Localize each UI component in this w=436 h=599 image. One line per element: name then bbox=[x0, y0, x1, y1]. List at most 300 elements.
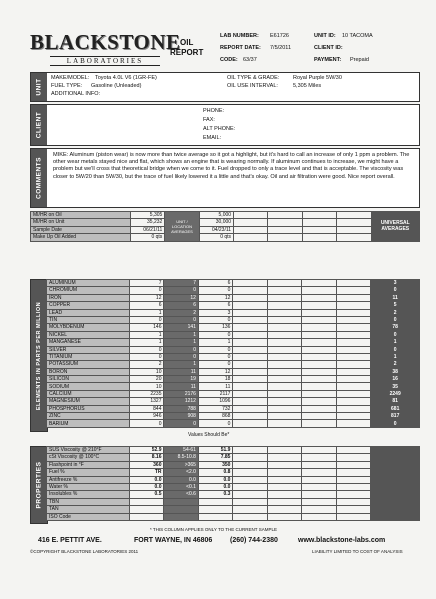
universal-average-blank bbox=[371, 513, 420, 520]
fuel-type-label: FUEL TYPE: bbox=[51, 83, 83, 89]
empty-cell bbox=[336, 324, 370, 331]
universal-average-blank bbox=[371, 454, 420, 461]
sample-row bbox=[31, 234, 420, 241]
element-unit-average: 0 bbox=[164, 316, 198, 323]
element-unit-average: 0 bbox=[164, 346, 198, 353]
element-universal-average: 0 bbox=[371, 420, 420, 427]
empty-cell bbox=[336, 361, 370, 368]
empty-cell bbox=[302, 483, 336, 490]
empty-cell bbox=[302, 405, 336, 412]
element-universal-average: 2249 bbox=[371, 390, 420, 397]
element-unit-average: 788 bbox=[164, 405, 198, 412]
element-universal-average: 16 bbox=[371, 376, 420, 383]
property-row bbox=[47, 491, 420, 498]
sample-row bbox=[31, 226, 420, 233]
element-universal-average: 817 bbox=[371, 413, 420, 420]
empty-cell bbox=[233, 413, 267, 420]
sample-current: 06/21/11 bbox=[130, 226, 164, 233]
property-current: 0.0 bbox=[130, 476, 164, 483]
element-name: NICKEL bbox=[47, 331, 130, 338]
universal-average-blank bbox=[371, 461, 420, 468]
property-previous: 7.85 bbox=[198, 454, 232, 461]
element-row bbox=[47, 368, 420, 375]
footer-website[interactable]: www.blackstone-labs.com bbox=[298, 537, 386, 544]
company-logo bbox=[30, 30, 180, 66]
empty-cell bbox=[336, 491, 370, 498]
alt-phone-label: ALT PHONE: bbox=[203, 126, 236, 132]
element-previous: 2117 bbox=[198, 390, 232, 397]
email-label: EMAIL: bbox=[203, 135, 222, 141]
element-current: 10 bbox=[130, 368, 164, 375]
empty-cell bbox=[336, 405, 370, 412]
property-row bbox=[47, 454, 420, 461]
element-unit-average: 1212 bbox=[164, 398, 198, 405]
universal-average-blank bbox=[371, 476, 420, 483]
element-name: CALCIUM bbox=[47, 390, 130, 397]
empty-cell bbox=[233, 491, 267, 498]
element-row bbox=[47, 398, 420, 405]
empty-cell bbox=[267, 476, 301, 483]
element-name: SODIUM bbox=[47, 383, 130, 390]
empty-cell bbox=[233, 405, 267, 412]
property-previous: 0.0 bbox=[198, 476, 232, 483]
property-should-be: >365 bbox=[164, 461, 198, 468]
element-row bbox=[47, 339, 420, 346]
code-label: CODE: bbox=[220, 57, 238, 63]
property-should-be: 8.5-10.8 bbox=[164, 454, 198, 461]
element-previous: 6 bbox=[198, 280, 232, 287]
element-row bbox=[47, 287, 420, 294]
empty-cell bbox=[267, 454, 301, 461]
element-current: 7 bbox=[130, 280, 164, 287]
element-previous: 0 bbox=[198, 316, 232, 323]
empty-cell bbox=[302, 498, 336, 505]
report-title bbox=[170, 38, 203, 58]
element-previous: 6 bbox=[198, 302, 232, 309]
company-name: BLACKSTONE bbox=[30, 30, 181, 54]
empty-cell bbox=[336, 353, 370, 360]
empty-cell bbox=[336, 506, 370, 513]
element-unit-average: 1 bbox=[164, 361, 198, 368]
element-previous: 3 bbox=[198, 309, 232, 316]
report-date-label: REPORT DATE: bbox=[220, 45, 261, 51]
element-name: CHROMIUM bbox=[47, 287, 130, 294]
element-universal-average: 1 bbox=[371, 339, 420, 346]
empty-cell bbox=[302, 513, 336, 520]
sample-info-table bbox=[30, 211, 420, 242]
properties-table bbox=[46, 446, 420, 521]
element-unit-average: 6 bbox=[164, 302, 198, 309]
property-should-be bbox=[164, 506, 198, 513]
report-title-line2: REPORT bbox=[170, 48, 204, 57]
empty-cell bbox=[233, 302, 267, 309]
element-name: MANGANESE bbox=[47, 339, 130, 346]
property-row bbox=[47, 476, 420, 483]
empty-cell bbox=[233, 469, 267, 476]
property-previous bbox=[198, 506, 232, 513]
empty-cell bbox=[267, 413, 301, 420]
element-universal-average: 2 bbox=[371, 361, 420, 368]
element-name: BARIUM bbox=[47, 420, 130, 427]
comments-text: MIKE: Aluminum (piston wear) is now more than twice average so it got a highlight, but it's hard to call an increase of only 1 ppm a problem. The other wear metals stayed nice and flat, which shows an engine that is wearing normally. If aluminum continues to increase, we might have a problem but we'll cross that theoretical bridge when we come to it. Fuel dropped to only a trace level and that is acceptable. The viscosity was closer to 5W/20 than 5W/30, but the trace of fuel likely lowered it a little and that's okay. Oil and air filtration were good. Nice report overall. bbox=[53, 152, 410, 180]
element-universal-average: 681 bbox=[371, 405, 420, 412]
empty-cell bbox=[302, 339, 336, 346]
unit-section bbox=[30, 72, 420, 102]
empty-cell bbox=[267, 353, 301, 360]
footer-phone: (260) 744-2380 bbox=[230, 537, 278, 544]
element-universal-average: 0 bbox=[371, 287, 420, 294]
empty-cell bbox=[302, 398, 336, 405]
element-unit-average: 0 bbox=[164, 420, 198, 427]
element-row bbox=[47, 294, 420, 301]
property-current: 360 bbox=[130, 461, 164, 468]
universal-average-blank bbox=[371, 498, 420, 505]
empty-cell bbox=[267, 483, 301, 490]
empty-cell bbox=[267, 383, 301, 390]
element-universal-average: 0 bbox=[371, 331, 420, 338]
sample-label: MI/HR on Unit bbox=[31, 219, 131, 226]
property-current: 0.0 bbox=[130, 483, 164, 490]
oil-type-label: OIL TYPE & GRADE: bbox=[227, 75, 280, 81]
property-current: 8.16 bbox=[130, 454, 164, 461]
element-unit-average: 1 bbox=[164, 339, 198, 346]
comments-section bbox=[30, 148, 420, 208]
element-current: 20 bbox=[130, 376, 164, 383]
property-name: Fuel % bbox=[47, 469, 130, 476]
element-row bbox=[47, 361, 420, 368]
element-row bbox=[47, 309, 420, 316]
empty-cell bbox=[233, 316, 267, 323]
element-current: 946 bbox=[130, 413, 164, 420]
empty-cell bbox=[336, 461, 370, 468]
universal-average-blank bbox=[371, 491, 420, 498]
empty-cell bbox=[267, 302, 301, 309]
empty-cell bbox=[233, 368, 267, 375]
universal-average-blank bbox=[371, 483, 420, 490]
element-universal-average: 1 bbox=[371, 353, 420, 360]
property-previous: 0.3 bbox=[198, 491, 232, 498]
sample-previous: 0 qts bbox=[199, 234, 233, 241]
element-previous: 0 bbox=[198, 287, 232, 294]
empty-cell bbox=[302, 316, 336, 323]
universal-average-blank bbox=[371, 447, 420, 454]
empty-cell bbox=[267, 491, 301, 498]
empty-cell bbox=[302, 447, 336, 454]
empty-cell bbox=[336, 476, 370, 483]
empty-cell bbox=[336, 483, 370, 490]
element-current: 2 bbox=[130, 361, 164, 368]
empty-cell bbox=[267, 309, 301, 316]
property-should-be: <2.0 bbox=[164, 469, 198, 476]
sample-label: Make Up Oil Added bbox=[31, 234, 131, 241]
property-should-be: <0.1 bbox=[164, 483, 198, 490]
element-name: ALUMINUM bbox=[47, 280, 130, 287]
empty-cell bbox=[233, 353, 267, 360]
empty-cell bbox=[267, 346, 301, 353]
property-previous: 51.9 bbox=[198, 447, 232, 454]
element-name: COPPER bbox=[47, 302, 130, 309]
empty-cell bbox=[233, 376, 267, 383]
comments-side-label: COMMENTS bbox=[31, 149, 47, 207]
oil-type-value: Royal Purple 5W/30 bbox=[293, 75, 342, 81]
sample-previous: 30,000 bbox=[199, 219, 233, 226]
property-row bbox=[47, 483, 420, 490]
element-row bbox=[47, 316, 420, 323]
property-name: cSt Viscosity @ 100°C bbox=[47, 454, 130, 461]
property-row bbox=[47, 447, 420, 454]
footnote: * THIS COLUMN APPLIES ONLY TO THE CURRENT SAMPLE bbox=[150, 527, 277, 532]
empty-cell bbox=[267, 420, 301, 427]
empty-cell bbox=[302, 461, 336, 468]
element-unit-average: 19 bbox=[164, 376, 198, 383]
fuel-type-value: Gasoline (Unleaded) bbox=[91, 83, 142, 89]
property-previous: 0.0 bbox=[198, 483, 232, 490]
make-model-value: Toyota 4.0L V6 (1GR-FE) bbox=[95, 75, 157, 81]
unit-id-label: UNIT ID: bbox=[314, 33, 336, 39]
empty-cell bbox=[336, 287, 370, 294]
element-previous: 1 bbox=[198, 339, 232, 346]
empty-cell bbox=[233, 461, 267, 468]
empty-cell bbox=[336, 513, 370, 520]
element-universal-average: 38 bbox=[371, 368, 420, 375]
element-current: 12 bbox=[130, 294, 164, 301]
universal-average-blank bbox=[371, 506, 420, 513]
element-previous: 0 bbox=[198, 361, 232, 368]
property-should-be: 54-61 bbox=[164, 447, 198, 454]
empty-cell bbox=[233, 513, 267, 520]
element-row bbox=[47, 280, 420, 287]
empty-cell bbox=[267, 390, 301, 397]
sample-current: 0 qts bbox=[130, 234, 164, 241]
fax-label: FAX: bbox=[203, 117, 215, 123]
additional-info-label: ADDITIONAL INFO: bbox=[51, 91, 100, 97]
sample-previous: 04/23/11 bbox=[199, 226, 233, 233]
empty-cell bbox=[302, 309, 336, 316]
empty-cell bbox=[233, 420, 267, 427]
property-should-be: <0.6 bbox=[164, 491, 198, 498]
phone-label: PHONE: bbox=[203, 108, 225, 114]
element-previous: 0 bbox=[198, 346, 232, 353]
empty-cell bbox=[302, 331, 336, 338]
empty-cell bbox=[336, 454, 370, 461]
client-side-label: CLIENT bbox=[31, 105, 47, 145]
empty-cell bbox=[302, 280, 336, 287]
empty-cell bbox=[233, 287, 267, 294]
element-universal-average: 0 bbox=[371, 346, 420, 353]
payment-value: Prepaid bbox=[350, 57, 369, 63]
property-current: 52.9 bbox=[130, 447, 164, 454]
sample-label: Sample Date bbox=[31, 226, 131, 233]
empty-cell bbox=[302, 491, 336, 498]
lab-number-label: LAB NUMBER: bbox=[220, 33, 259, 39]
empty-cell bbox=[233, 361, 267, 368]
element-current: 0 bbox=[130, 353, 164, 360]
footer-address: 416 E. PETTIT AVE. bbox=[38, 537, 102, 544]
report-date-value: 7/5/2011 bbox=[270, 45, 292, 51]
lab-number-value: E61726 bbox=[270, 33, 289, 39]
property-row bbox=[47, 498, 420, 505]
element-unit-average: 11 bbox=[164, 383, 198, 390]
property-current bbox=[130, 513, 164, 520]
empty-cell bbox=[267, 506, 301, 513]
empty-cell bbox=[336, 346, 370, 353]
empty-cell bbox=[302, 287, 336, 294]
element-universal-average: 3 bbox=[371, 280, 420, 287]
make-model-label: MAKE/MODEL: bbox=[51, 75, 90, 81]
element-universal-average: 5 bbox=[371, 302, 420, 309]
element-unit-average: 0 bbox=[164, 287, 198, 294]
unit-location-averages-header: UNIT / LOCATION AVERAGES bbox=[165, 212, 199, 242]
element-current: 844 bbox=[130, 405, 164, 412]
property-name: ISO Code bbox=[47, 513, 130, 520]
empty-cell bbox=[302, 420, 336, 427]
property-previous bbox=[198, 498, 232, 505]
oil-report-page bbox=[30, 30, 420, 590]
empty-cell bbox=[267, 398, 301, 405]
element-row bbox=[47, 420, 420, 427]
empty-cell bbox=[233, 331, 267, 338]
element-row bbox=[47, 383, 420, 390]
empty-cell bbox=[336, 280, 370, 287]
sample-row bbox=[31, 212, 420, 219]
empty-cell bbox=[336, 316, 370, 323]
element-row bbox=[47, 413, 420, 420]
empty-cell bbox=[302, 361, 336, 368]
element-unit-average: 2176 bbox=[164, 390, 198, 397]
property-previous: 0.8 bbox=[198, 469, 232, 476]
empty-cell bbox=[233, 447, 267, 454]
element-row bbox=[47, 353, 420, 360]
element-name: IRON bbox=[47, 294, 130, 301]
empty-cell bbox=[267, 324, 301, 331]
sample-current: 35,232 bbox=[130, 219, 164, 226]
empty-cell bbox=[267, 331, 301, 338]
element-name: MOLYBDENUM bbox=[47, 324, 130, 331]
empty-cell bbox=[336, 398, 370, 405]
element-previous: 12 bbox=[198, 368, 232, 375]
element-unit-average: 1 bbox=[164, 331, 198, 338]
report-title-line1: OIL bbox=[180, 38, 194, 47]
element-current: 1327 bbox=[130, 398, 164, 405]
unit-side-label: UNIT bbox=[31, 73, 47, 101]
property-should-be bbox=[164, 513, 198, 520]
empty-cell bbox=[233, 280, 267, 287]
empty-cell bbox=[233, 476, 267, 483]
element-name: TIN bbox=[47, 316, 130, 323]
empty-cell bbox=[267, 376, 301, 383]
element-unit-average: 11 bbox=[164, 368, 198, 375]
element-name: SILVER bbox=[47, 346, 130, 353]
element-previous: 0 bbox=[198, 331, 232, 338]
property-row bbox=[47, 513, 420, 520]
property-name: Antifreeze % bbox=[47, 476, 130, 483]
footer-copyright: ©COPYRIGHT BLACKSTONE LABORATORIES 2011 bbox=[30, 549, 139, 554]
empty-cell bbox=[267, 361, 301, 368]
empty-cell bbox=[267, 405, 301, 412]
property-name: TAN bbox=[47, 506, 130, 513]
element-name: PHOSPHORUS bbox=[47, 405, 130, 412]
empty-cell bbox=[336, 383, 370, 390]
element-previous: 136 bbox=[198, 324, 232, 331]
property-row bbox=[47, 506, 420, 513]
empty-cell bbox=[302, 294, 336, 301]
element-previous: 732 bbox=[198, 405, 232, 412]
element-name: LEAD bbox=[47, 309, 130, 316]
empty-cell bbox=[267, 461, 301, 468]
empty-cell bbox=[336, 469, 370, 476]
element-universal-average: 78 bbox=[371, 324, 420, 331]
element-previous: 868 bbox=[198, 413, 232, 420]
empty-cell bbox=[267, 287, 301, 294]
empty-cell bbox=[336, 420, 370, 427]
sample-label: MI/HR on Oil bbox=[31, 212, 131, 219]
element-unit-average: 908 bbox=[164, 413, 198, 420]
elements-side-label: ELEMENTS IN PARTS PER MILLION bbox=[30, 279, 48, 432]
empty-cell bbox=[336, 294, 370, 301]
footer-city: FORT WAYNE, IN 46806 bbox=[134, 537, 213, 544]
empty-cell bbox=[267, 447, 301, 454]
sample-current: 5,305 bbox=[130, 212, 164, 219]
element-universal-average: 11 bbox=[371, 294, 420, 301]
empty-cell bbox=[267, 368, 301, 375]
sample-previous: 5,000 bbox=[199, 212, 233, 219]
empty-cell bbox=[302, 324, 336, 331]
empty-cell bbox=[233, 506, 267, 513]
empty-cell bbox=[233, 309, 267, 316]
values-should-be-label: Values Should Be* bbox=[188, 432, 230, 438]
element-name: ZINC bbox=[47, 413, 130, 420]
empty-cell bbox=[336, 331, 370, 338]
empty-cell bbox=[233, 390, 267, 397]
element-unit-average: 7 bbox=[164, 280, 198, 287]
element-row bbox=[47, 331, 420, 338]
element-unit-average: 2 bbox=[164, 309, 198, 316]
empty-cell bbox=[267, 280, 301, 287]
element-universal-average: 2 bbox=[371, 309, 420, 316]
empty-cell bbox=[233, 346, 267, 353]
empty-cell bbox=[233, 383, 267, 390]
element-current: 146 bbox=[130, 324, 164, 331]
empty-cell bbox=[267, 469, 301, 476]
client-id-label: CLIENT ID: bbox=[314, 45, 343, 51]
company-subtitle: LABORATORIES bbox=[50, 56, 160, 66]
element-current: 0 bbox=[130, 420, 164, 427]
element-unit-average: 12 bbox=[164, 294, 198, 301]
empty-cell bbox=[302, 368, 336, 375]
empty-cell bbox=[267, 294, 301, 301]
empty-cell bbox=[336, 498, 370, 505]
empty-cell bbox=[302, 390, 336, 397]
empty-cell bbox=[302, 383, 336, 390]
element-name: SILICON bbox=[47, 376, 130, 383]
element-name: MAGNESIUM bbox=[47, 398, 130, 405]
empty-cell bbox=[336, 413, 370, 420]
payment-label: PAYMENT: bbox=[314, 57, 342, 63]
element-name: TITANIUM bbox=[47, 353, 130, 360]
empty-cell bbox=[336, 309, 370, 316]
empty-cell bbox=[267, 513, 301, 520]
empty-cell bbox=[233, 294, 267, 301]
property-previous: 350 bbox=[198, 461, 232, 468]
empty-cell bbox=[302, 376, 336, 383]
sample-row bbox=[31, 219, 420, 226]
element-name: BORON bbox=[47, 368, 130, 375]
empty-cell bbox=[233, 454, 267, 461]
empty-cell bbox=[233, 483, 267, 490]
element-current: 0 bbox=[130, 287, 164, 294]
element-row bbox=[47, 376, 420, 383]
element-current: 6 bbox=[130, 302, 164, 309]
